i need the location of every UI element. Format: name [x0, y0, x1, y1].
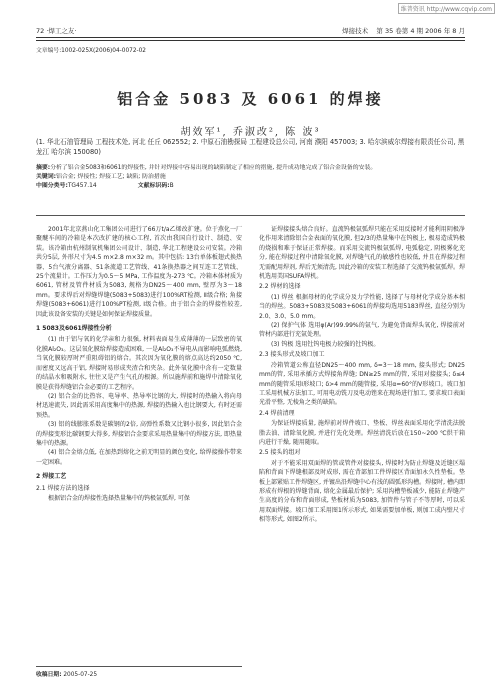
classification: [36, 182, 465, 191]
abstract: [36, 164, 465, 173]
body-column-right: [259, 225, 465, 525]
received-date: [36, 666, 242, 678]
body-paragraph: (2) 铝合金的比热容、电导率、热导率比钢的大, 焊接时的热输入将向母材迅速流失, 因此需采用高度集中的热源, 焊接的热输入也比钢要大, 有时还需预热。: [36, 392, 242, 419]
body-paragraph: (4) 铝合金熔点低, 在加热到熔化之前无明显的颜色变化, 给焊接操作带来一定困难。: [36, 449, 242, 466]
article-number: 文章编号:1002-025X(2006)04-0072-02: [36, 48, 146, 54]
affiliations: (1. 华北石油管理局 工程技术处, 河北 任丘 062552; 2. 中原石油勘探局 工程建设总公司, 河南 濮阳 457003; 3. 哈尔滨威尔焊接有限责任公司, 黑龙江 哈尔滨 150080): [36, 138, 465, 156]
section-heading: 1 5083及6061焊接性分析: [36, 325, 112, 333]
section-heading: 2 焊接工艺: [36, 473, 67, 481]
section-heading: 2.4 焊前清理: [259, 409, 295, 417]
clc-value: TG457.14: [67, 183, 97, 189]
body-paragraph: (1) 焊丝 根据母材的化学成分及力学性能, 选择了与母材化学成分基本相当的焊丝。5083+5083及5083+6061的焊接均选用5183焊丝, 直径分别为2.0、3.0、5.0 mm。: [259, 293, 465, 320]
running-header: [36, 24, 465, 36]
received-label: 收稿日期:: [36, 672, 62, 678]
abstract-text: 分析了铝合金5083和6061的焊接性, 并针对焊接中容易出现的缺陷制定了相应的措施, 提升成功地完成了铝合金设备的安装。: [50, 165, 377, 171]
body-paragraph: (3) 铝的线膨胀系数是碳钢的2倍, 高弹性系数又比钢小很多, 因此铝合金的焊接变形比碳钢要大得多, 焊接铝合金要求采用热量集中的焊接方法, 即热量集中的热源。: [36, 421, 242, 447]
body-paragraph: (1) 由于铝与氧的化学亲和力很强, 材料表面易生成薄薄的一层致密的氧化膜Al₂O₃。这层氧化膜给焊接造成困难, 一是Al₂O₃不导电从而影响电弧燃烧, 当氧化膜较厚时严重阻碍铝的熔合。其次因为氧化膜的熔点高达约2050 ℃, 而密度又远高于铝, 焊接时易形成夹渣合和夹杂。此外氧化膜中含有一定数量的结晶水和吸附水, 往往又是产生气孔的根源。所以施焊前和施焊中清除氧化膜是获得焊缝铝合金必要的工艺程序。: [36, 336, 242, 391]
body-paragraph: 根据铝合金的焊接性选择热量集中的钨极氩弧焊, 可保: [48, 494, 190, 502]
body-paragraph: 对于不能采用双面焊的管或管件对接接头, 焊接时为防止焊缝及近缝区塌陷和背面下焊缝根部及时成形, 需在背部加工件焊接区背面加永久性垫板。垫板上部紧贴工件焊缝区, 并镀出沿焊缝中心有浅的圆弧形沟槽。焊接时, 槽内即形成有焊根的焊缝背面, 熔化金属最后保护; 采用沟槽垫板减少, 能防止焊缝产生高度的分布和背面形成, 垫板材质为5083, 加管件与管子不等厚时, 可以采用双面焊接。坡口加工采用图1所示形式, 如果需要加单板, 则加工成内壁尺寸相等形式, 如图2所示。: [259, 459, 465, 524]
doc-code-label: 文献标识码:: [137, 183, 170, 189]
abstract-separator: [36, 215, 465, 216]
keywords: [36, 173, 465, 182]
header-page-section: 72 ·焊工之友·: [36, 27, 77, 35]
keywords-label: 关键词:: [36, 174, 57, 180]
body-column-left: [36, 225, 242, 503]
section-heading: 2.3 接头形式及坡口加工: [259, 351, 325, 359]
body-paragraph: (3) 钨极 选用钍钨电极力较强的钍钨极。: [271, 340, 380, 348]
header-issue: 第 35 卷第 4 期 2006 年 8 月: [376, 27, 465, 35]
section-heading: 2.1 焊接方法的选择: [36, 484, 90, 492]
paper-title: 铝合金 5083 及 6061 的焊接: [117, 90, 384, 108]
section-heading: 2.5 接头的组对: [259, 449, 301, 457]
abstract-label: 摘要:: [36, 165, 51, 171]
section-heading: 2.2 焊材的选择: [259, 283, 301, 291]
header-journal-info: [342, 26, 465, 35]
doc-code-value: B: [169, 183, 174, 189]
body-paragraph: (2) 保护气体 选用φ(Ar)99.99%的氩气, 为避免背面焊头氧化, 焊接前对管材内部进行充氩处理。: [259, 322, 465, 339]
authors: 胡效军¹, 乔淑改², 陈 波³: [180, 127, 321, 138]
header-rule-thin: [36, 40, 465, 41]
body-paragraph: 为保证焊接质量, 施焊前对焊件坡口、垫板、焊丝表面采用化学清洗法脱脂去油、清除氧化膜, 并进行先化处理。焊丝清洗后放在150~200 ℃烘干箱内进行干燥, 随用随取。: [259, 420, 465, 446]
abstract-block: [36, 164, 465, 191]
body-paragraph: 证焊接接头熔合良好。直流钨极氩弧焊只能在采用反接时才能利用阴极净化作用来清除铝合金表面的氧化膜, 但2/3的热量集中在钨极上, 极易造成钨极的烧损和难于保证正常焊接。而采用交流钨极氩弧焊, 电弧稳定, 阴极雾化充分, 能在焊接过程中清除氧化膜, 对焊缝气孔的敏感性也较低, 并且在焊接过程无需配用焊剂, 焊后无须清洗, 因此冷箱的安装工程选择了交流钨极氩弧焊。焊机选用美国SUFA焊机。: [259, 226, 465, 281]
body-paragraph: 冷箱管道公称直径DN25～400 mm, δ=3～18 mm, 接头形式; DN25 mm的管, 采用承插方式焊接角焊缝; DN≥25 mm的管, 采用对接接头; δ≤4 mm的随管采用I形坡口; δ>4 mm的随管接, 采用α=60°的V形坡口。坡口加工采用机械方法加工, 可用电动铣刀及电动锉来在现场进行加工, 要求坡口表面光滑平整, 无棱角之类的缺陷。: [259, 361, 465, 407]
clc-label: 中图分类号:: [36, 183, 68, 189]
received-value: 2005-07-25: [63, 672, 98, 678]
body-paragraph: 2001年北京燕山化工集团公司进行了66万t/a乙烯改扩建。位于燕化一厂聚醚车间的冷箱是本次改扩建的核心工程, 首次由我国自行设计、制造、安装。该冷箱由杭州制氧机集团公司设计、制造, 华北工程建设公司安装。冷箱共分5层, 外形尺寸为4.5 m×2.8 m×32 m。其中包括: 13台单体板翅式换热器、5台气液分离器、51条流道工艺管线、41条换热器之间互连工艺管线、25个流量计。工作压力为0.5～5 MPa, 工作温度为-273 ℃。冷箱本体材质为6061, 管材及管件材质为5083, 规格为DN25～400 mm, 壁厚为3～18 mm。要求焊后对焊缝焊缝(5083+5083)进行100%RT检测, Ⅱ级合格; 角接焊缝(5083+6061)进行100%PT检测, Ⅰ级合格。由于铝合金的焊接性较差, 因此该设备安装的关键是如何保证焊接质量。: [36, 226, 242, 318]
watermark-stamp: 维普资讯 http://www.cqvip.com: [398, 3, 495, 14]
keywords-text: 铝合金; 焊接性; 焊接工艺; 缺陷; 防治措施: [56, 174, 166, 180]
header-journal-name: 焊接技术: [342, 27, 369, 35]
header-rule: [36, 37, 465, 38]
